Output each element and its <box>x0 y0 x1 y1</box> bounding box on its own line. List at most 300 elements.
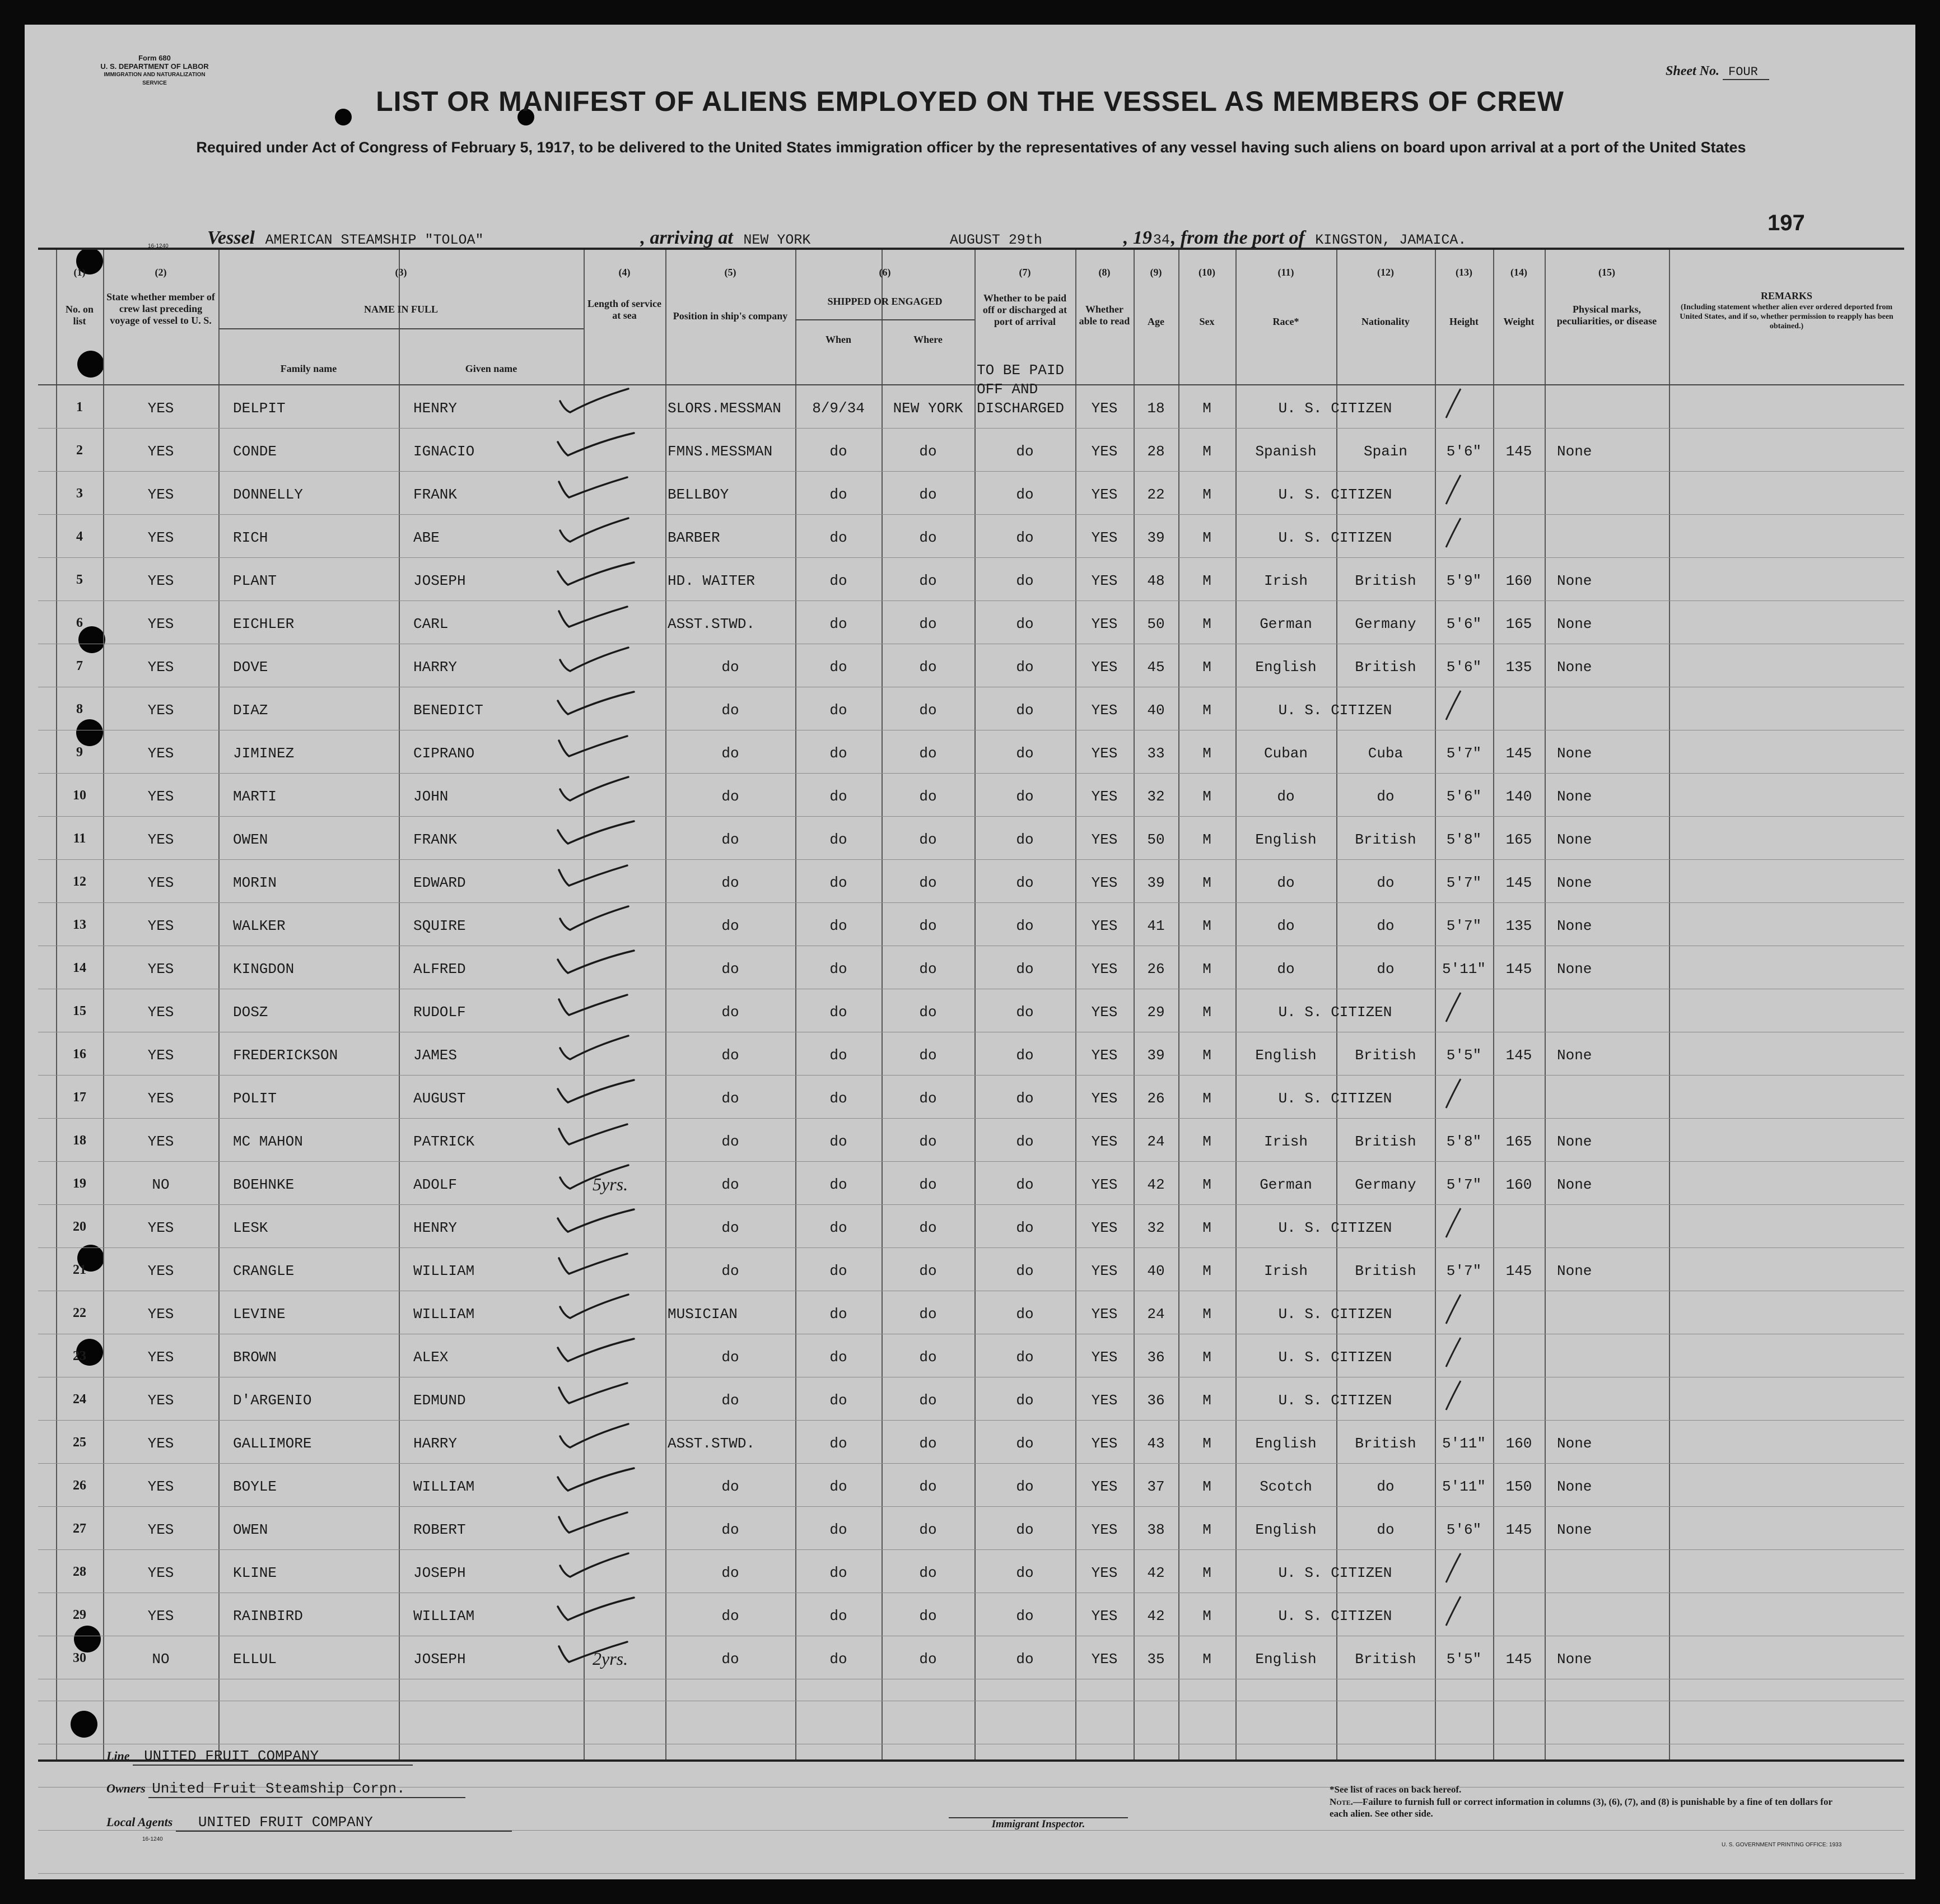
crew-last-voyage: YES <box>147 1133 174 1150</box>
able-to-read: YES <box>1091 1263 1118 1279</box>
given-name: JOSEPH <box>413 1651 466 1668</box>
crew-last-voyage: YES <box>147 1521 174 1538</box>
height: 5'6" <box>1446 443 1482 460</box>
shipped-where: do <box>919 1392 937 1409</box>
shipped-when: do <box>829 1651 847 1668</box>
crew-last-voyage: YES <box>147 1608 174 1624</box>
able-to-read: YES <box>1091 1219 1118 1236</box>
name-subrule <box>218 328 584 329</box>
column-label: Race* <box>1272 316 1299 327</box>
age: 39 <box>1147 1047 1165 1064</box>
paid-off-status: do <box>1016 1565 1034 1581</box>
shipped-where: do <box>919 529 937 546</box>
where-label: Where <box>913 334 943 345</box>
able-to-read: YES <box>1091 1090 1118 1107</box>
crew-last-voyage: YES <box>147 1435 174 1452</box>
paid-off-status: do <box>1016 616 1034 632</box>
sheet-number <box>1666 64 1769 79</box>
weight: 165 <box>1505 616 1532 632</box>
family-name: RICH <box>233 529 268 546</box>
crew-last-voyage: YES <box>147 918 174 934</box>
age: 32 <box>1147 788 1165 805</box>
nationality: British <box>1355 1047 1416 1064</box>
race-citizenship: U. S. CITIZEN <box>1278 529 1392 546</box>
shipped-where: do <box>919 659 937 676</box>
position: SLORS.MESSMAN <box>668 400 781 417</box>
height: 5'7" <box>1446 918 1482 934</box>
shipped-where: do <box>919 616 937 632</box>
nationality: do <box>1377 788 1395 805</box>
race: Irish <box>1263 1133 1308 1150</box>
tick-mark <box>1443 990 1465 1024</box>
tick-mark <box>1443 1594 1465 1628</box>
paid-off-status: do <box>1016 443 1034 460</box>
able-to-read: YES <box>1091 1392 1118 1409</box>
able-to-read: YES <box>1091 572 1118 589</box>
row-number: 1 <box>76 400 83 415</box>
able-to-read: YES <box>1091 1047 1118 1064</box>
physical-marks: None <box>1557 1133 1592 1150</box>
family-name: KLINE <box>233 1565 277 1581</box>
crew-last-voyage: YES <box>147 961 174 977</box>
column-number: (7) <box>1019 267 1031 278</box>
given-name: JOSEPH <box>413 572 466 589</box>
crew-last-voyage: YES <box>147 1263 174 1279</box>
subtitle: Required under Act of Congress of February 5, 1917, to be delivered to the United States immigration officer by the representatives of any vessel having such aliens on board upon arrival at a port of the United States <box>196 139 1746 156</box>
departure-port: KINGSTON, JAMAICA. <box>1309 232 1657 249</box>
crew-last-voyage: NO <box>152 1651 170 1668</box>
shipped-where: do <box>919 1176 937 1193</box>
column-label: Height <box>1449 316 1479 327</box>
shipped-where: do <box>919 1478 937 1495</box>
crew-last-voyage: YES <box>147 1219 174 1236</box>
column-label: Sex <box>1199 316 1215 327</box>
height: 5'9" <box>1446 572 1482 589</box>
department-name: U. S. DEPARTMENT OF LABOR <box>100 62 209 71</box>
column-number: (8) <box>1098 267 1111 278</box>
check-mark <box>556 517 640 551</box>
family-name: LEVINE <box>233 1306 286 1323</box>
paid-off-status: do <box>1016 1435 1034 1452</box>
shipped-when: do <box>829 918 847 934</box>
weight: 145 <box>1505 1263 1532 1279</box>
paid-off-status: do <box>1016 1392 1034 1409</box>
weight: 145 <box>1505 1521 1532 1538</box>
race: German <box>1260 616 1312 632</box>
height: 5'11" <box>1442 1478 1486 1495</box>
check-mark <box>556 862 640 896</box>
shipped-when: do <box>829 1263 847 1279</box>
able-to-read: YES <box>1091 918 1118 934</box>
column-number: (10) <box>1198 267 1215 278</box>
paid-off-status: do <box>1016 572 1034 589</box>
shipped-when: do <box>829 961 847 977</box>
year-prefix: , 19 <box>1123 227 1152 248</box>
age: 32 <box>1147 1219 1165 1236</box>
shipped-where: do <box>919 1047 937 1064</box>
age: 24 <box>1147 1306 1165 1323</box>
row-number: 7 <box>76 659 83 673</box>
crew-last-voyage: YES <box>147 1047 174 1064</box>
shipped-when: do <box>829 1565 847 1581</box>
position: do <box>721 874 739 891</box>
note-text: —Failure to furnish full or correct information in columns (3), (6), (7), and (8) is punishable by a fine of ten dollars for each alien. See other side. <box>1330 1796 1832 1819</box>
column-number: (12) <box>1377 267 1394 278</box>
race-citizenship: U. S. CITIZEN <box>1278 1004 1392 1021</box>
shipped-when: 8/9/34 <box>812 400 865 417</box>
crew-last-voyage: YES <box>147 659 174 676</box>
age: 41 <box>1147 918 1165 934</box>
able-to-read: YES <box>1091 1478 1118 1495</box>
check-mark <box>556 776 640 809</box>
manifest-table <box>38 248 1904 1762</box>
manifest-number: 197 <box>1768 211 1805 235</box>
column-number: (3) <box>395 267 407 278</box>
line-label: Line <box>106 1749 130 1763</box>
given-name: HARRY <box>413 659 458 676</box>
position: do <box>721 831 739 848</box>
able-to-read: YES <box>1091 702 1118 719</box>
position: do <box>721 745 739 762</box>
height: 5'6" <box>1446 1521 1482 1538</box>
nationality: Spain <box>1363 443 1407 460</box>
height: 5'7" <box>1446 1176 1482 1193</box>
column-number: (13) <box>1456 267 1472 278</box>
owners-value: United Fruit Steamship Corpn. <box>148 1780 465 1798</box>
tick-mark <box>1443 1379 1465 1412</box>
position: do <box>721 1392 739 1409</box>
family-name: LESK <box>233 1219 268 1236</box>
column-label: Position in ship's company <box>673 310 788 322</box>
family-name: CONDE <box>233 443 277 460</box>
shipped-when: do <box>829 616 847 632</box>
column-label: Nationality <box>1361 316 1410 327</box>
given-name: WILLIAM <box>413 1263 475 1279</box>
family-name: FREDERICKSON <box>233 1047 338 1064</box>
paid-off-status: do <box>1016 1047 1034 1064</box>
physical-marks: None <box>1557 918 1592 934</box>
position: do <box>721 1478 739 1495</box>
sex: M <box>1202 486 1211 503</box>
able-to-read: YES <box>1091 1651 1118 1668</box>
agents-field <box>106 1814 512 1832</box>
row-number: 24 <box>73 1392 86 1407</box>
shipped-when: do <box>829 1478 847 1495</box>
row-rule <box>38 1075 1904 1076</box>
paid-off-status: do <box>1016 1349 1034 1366</box>
crew-last-voyage: YES <box>147 1090 174 1107</box>
physical-marks: None <box>1557 659 1592 676</box>
sex: M <box>1202 1565 1211 1581</box>
able-to-read: YES <box>1091 443 1118 460</box>
tick-mark <box>1443 1292 1465 1326</box>
position: do <box>721 659 739 676</box>
height: 5'8" <box>1446 831 1482 848</box>
race-citizenship: U. S. CITIZEN <box>1278 1349 1392 1366</box>
shipped-when: do <box>829 1176 847 1193</box>
sex: M <box>1202 1349 1211 1366</box>
shipped-when: do <box>829 1090 847 1107</box>
position: do <box>721 1176 739 1193</box>
family-name: DOSZ <box>233 1004 268 1021</box>
column-number: (2) <box>155 267 167 278</box>
line-field <box>106 1748 413 1766</box>
row-rule <box>38 1204 1904 1205</box>
paid-off-status: do <box>1016 1133 1034 1150</box>
column-label: No. on list <box>65 304 94 327</box>
race-citizenship: U. S. CITIZEN <box>1278 702 1392 719</box>
physical-marks: None <box>1557 788 1592 805</box>
check-mark <box>556 1035 640 1068</box>
shipped-where: do <box>919 702 937 719</box>
age: 35 <box>1147 1651 1165 1668</box>
page-title: LIST OR MANIFEST OF ALIENS EMPLOYED ON THE VESSEL AS MEMBERS OF CREW <box>376 86 1564 117</box>
family-name: DIAZ <box>233 702 268 719</box>
sex: M <box>1202 659 1211 676</box>
shipped-where: do <box>919 1219 937 1236</box>
family-name: OWEN <box>233 831 268 848</box>
given-name: PATRICK <box>413 1133 475 1150</box>
shipped-where: do <box>919 1565 937 1581</box>
check-mark <box>556 991 640 1025</box>
age: 42 <box>1147 1565 1165 1581</box>
arrival-date: AUGUST 29th <box>944 232 1123 249</box>
check-mark <box>556 1595 640 1629</box>
shipped-where: do <box>919 788 937 805</box>
sex: M <box>1202 702 1211 719</box>
row-number: 25 <box>73 1435 86 1450</box>
given-name: AUGUST <box>413 1090 466 1107</box>
form-info <box>99 54 211 87</box>
shipped-where: do <box>919 1651 937 1668</box>
able-to-read: YES <box>1091 961 1118 977</box>
shipped-when: do <box>829 702 847 719</box>
position: BARBER <box>668 529 720 546</box>
row-rule <box>38 859 1904 860</box>
nationality: British <box>1355 1133 1416 1150</box>
able-to-read: YES <box>1091 616 1118 632</box>
paid-off-status: do <box>1016 788 1034 805</box>
weight: 145 <box>1505 874 1532 891</box>
arrival-port: NEW YORK <box>738 232 939 249</box>
age: 40 <box>1147 702 1165 719</box>
sex: M <box>1202 1521 1211 1538</box>
physical-marks: None <box>1557 874 1592 891</box>
when-label: When <box>825 334 851 345</box>
shipped-when: do <box>829 1004 847 1021</box>
given-name: CIPRANO <box>413 745 475 762</box>
family-name: POLIT <box>233 1090 277 1107</box>
service-length: 2yrs. <box>593 1649 628 1669</box>
physical-marks: None <box>1557 745 1592 762</box>
manifest-sheet <box>25 25 1915 1879</box>
vessel-line <box>207 227 1831 249</box>
race: English <box>1255 1047 1317 1064</box>
row-rule <box>38 514 1904 515</box>
sex: M <box>1202 572 1211 589</box>
family-name: PLANT <box>233 572 277 589</box>
shipped-when: do <box>829 1219 847 1236</box>
able-to-read: YES <box>1091 745 1118 762</box>
check-mark <box>556 431 640 464</box>
sex: M <box>1202 1392 1211 1409</box>
crew-last-voyage: YES <box>147 1478 174 1495</box>
position: do <box>721 961 739 977</box>
race-note: *See list of races on back hereof. <box>1330 1784 1462 1795</box>
row-rule <box>38 557 1904 558</box>
crew-last-voyage: YES <box>147 616 174 632</box>
age: 28 <box>1147 443 1165 460</box>
age: 18 <box>1147 400 1165 417</box>
row-rule <box>38 1506 1904 1507</box>
shipped-when: do <box>829 486 847 503</box>
crew-last-voyage: YES <box>147 486 174 503</box>
age: 50 <box>1147 616 1165 632</box>
check-mark <box>556 1552 640 1586</box>
paid-off-status: do <box>1016 1004 1034 1021</box>
height: 5'5" <box>1446 1651 1482 1668</box>
check-mark <box>556 560 640 594</box>
sex: M <box>1202 745 1211 762</box>
row-number: 4 <box>76 529 83 544</box>
able-to-read: YES <box>1091 1133 1118 1150</box>
family-name: KINGDON <box>233 961 295 977</box>
row-rule <box>38 1549 1904 1550</box>
height: 5'7" <box>1446 1263 1482 1279</box>
crew-last-voyage: YES <box>147 745 174 762</box>
family-name: MORIN <box>233 874 277 891</box>
given-name: ROBERT <box>413 1521 466 1538</box>
sex: M <box>1202 1090 1211 1107</box>
paid-off-status: do <box>1016 702 1034 719</box>
race-citizenship: U. S. CITIZEN <box>1278 1565 1392 1581</box>
paid-off-status: do <box>1016 1478 1034 1495</box>
paid-off-status: do <box>1016 918 1034 934</box>
age: 42 <box>1147 1608 1165 1624</box>
column-number: (11) <box>1277 267 1294 278</box>
paid-off-status: do <box>1016 1176 1034 1193</box>
sex: M <box>1202 961 1211 977</box>
column-number: (9) <box>1150 267 1162 278</box>
physical-marks: None <box>1557 961 1592 977</box>
able-to-read: YES <box>1091 1521 1118 1538</box>
sex: M <box>1202 1219 1211 1236</box>
physical-marks: None <box>1557 1651 1592 1668</box>
given-name: ABE <box>413 529 440 546</box>
row-number: 18 <box>73 1133 86 1148</box>
column-label: Physical marks, peculiarities, or disease <box>1556 304 1657 327</box>
sex: M <box>1202 1478 1211 1495</box>
paid-off-status: do <box>1016 1651 1034 1668</box>
physical-marks: None <box>1557 1435 1592 1452</box>
family-name: MARTI <box>233 788 277 805</box>
position: do <box>721 1263 739 1279</box>
row-number: 23 <box>73 1349 86 1363</box>
position: do <box>721 1565 739 1581</box>
tick-mark <box>1443 473 1465 506</box>
shipped-when: do <box>829 529 847 546</box>
age: 50 <box>1147 831 1165 848</box>
shipped-where: do <box>919 1133 937 1150</box>
family-name: D'ARGENIO <box>233 1392 312 1409</box>
physical-marks: None <box>1557 616 1592 632</box>
shipped-where: NEW YORK <box>893 400 963 417</box>
shipped-when: do <box>829 1392 847 1409</box>
shipped-when: do <box>829 788 847 805</box>
row-number: 26 <box>73 1478 86 1493</box>
crew-last-voyage: YES <box>147 874 174 891</box>
age: 24 <box>1147 1133 1165 1150</box>
given-name-label: Given name <box>465 363 517 374</box>
shipped-when: do <box>829 745 847 762</box>
check-mark <box>556 948 640 982</box>
height: 5'7" <box>1446 745 1482 762</box>
column-number: (14) <box>1510 267 1527 278</box>
row-rule <box>38 816 1904 817</box>
shipped-when: do <box>829 1306 847 1323</box>
height: 5'11" <box>1442 1435 1486 1452</box>
row-number: 22 <box>73 1306 86 1320</box>
shipped-where: do <box>919 1435 937 1452</box>
check-mark <box>556 1078 640 1111</box>
given-name: RUDOLF <box>413 1004 466 1021</box>
physical-marks: None <box>1557 1521 1592 1538</box>
position: ASST.STWD. <box>668 616 756 632</box>
nationality: Cuba <box>1368 745 1403 762</box>
vessel-name: AMERICAN STEAMSHIP "TOLOA" <box>260 232 641 249</box>
sex: M <box>1202 1004 1211 1021</box>
column-label: NAME IN FULL <box>363 304 438 315</box>
crew-last-voyage: YES <box>147 1004 174 1021</box>
sex: M <box>1202 1047 1211 1064</box>
form-number: Form 680 <box>138 54 171 62</box>
check-mark <box>556 1466 640 1500</box>
row-number: 11 <box>73 831 86 846</box>
race-citizenship: U. S. CITIZEN <box>1278 1608 1392 1624</box>
position: do <box>721 1090 739 1107</box>
height: 5'8" <box>1446 1133 1482 1150</box>
age: 33 <box>1147 745 1165 762</box>
family-name: BOEHNKE <box>233 1176 295 1193</box>
row-rule <box>38 1420 1904 1421</box>
remarks-label: (Including statement whether alien ever ordered deported from United States, and if so, whether permission to reapply has been obtained.) <box>1680 303 1894 330</box>
column-number: (15) <box>1598 267 1615 278</box>
weight: 145 <box>1505 443 1532 460</box>
shipped-where: do <box>919 1306 937 1323</box>
age: 45 <box>1147 659 1165 676</box>
nationality: do <box>1377 1521 1395 1538</box>
nationality: British <box>1355 572 1416 589</box>
shipped-where: do <box>919 918 937 934</box>
race-citizenship: U. S. CITIZEN <box>1278 1219 1392 1236</box>
owners-label: Owners <box>106 1781 146 1795</box>
owners-field <box>106 1780 465 1798</box>
paid-off-status: do <box>1016 1608 1034 1624</box>
sex: M <box>1202 616 1211 632</box>
sex: M <box>1202 1435 1211 1452</box>
row-rule <box>38 902 1904 903</box>
check-mark <box>556 1380 640 1413</box>
shipped-where: do <box>919 1263 937 1279</box>
shipped-when: do <box>829 572 847 589</box>
sex: M <box>1202 1133 1211 1150</box>
column-label: Whether to be paid off or discharged at port of arrival <box>982 292 1067 327</box>
race: do <box>1277 874 1295 891</box>
given-name: FRANK <box>413 486 458 503</box>
physical-marks: None <box>1557 831 1592 848</box>
given-name: WILLIAM <box>413 1608 475 1624</box>
able-to-read: YES <box>1091 1435 1118 1452</box>
